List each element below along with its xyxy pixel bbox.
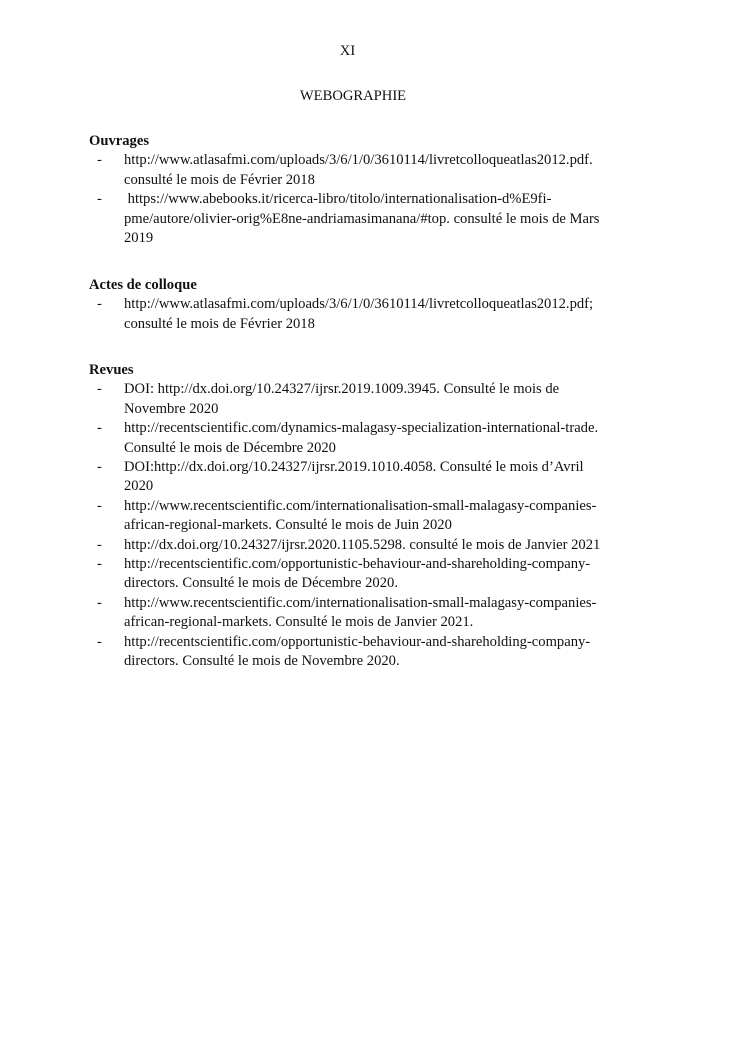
page-number: XI	[339, 43, 356, 59]
reference-item	[89, 151, 649, 190]
reference-item	[89, 458, 649, 497]
section-heading: Ouvrages	[89, 133, 149, 149]
reference-item	[89, 295, 649, 334]
section-actes-de-colloque	[89, 276, 649, 334]
reference-text-line: consulté le mois de Février 2018	[124, 171, 315, 188]
section-heading: Revues	[89, 362, 134, 378]
section-revues	[89, 361, 649, 671]
reference-text-line: http://www.recentscientific.com/internationalisation-small-malagasy-companies-	[124, 594, 597, 611]
reference-item	[89, 497, 649, 536]
reference-text-line: http://www.atlasafmi.com/uploads/3/6/1/0/3610114/livretcolloqueatlas2012.pdf;	[124, 296, 594, 313]
reference-text-line: http://dx.doi.org/10.24327/ijrsr.2020.1105.5298. consulté le mois de Janvier 2021	[124, 536, 601, 553]
reference-text-line: directors. Consulté le mois de Novembre 2020.	[124, 653, 400, 670]
list-bullet-dash: -	[97, 459, 102, 476]
list-bullet-dash: -	[97, 497, 102, 514]
list-bullet-dash: -	[97, 594, 102, 611]
reference-text-line: 2020	[124, 478, 154, 495]
section-heading: Actes de colloque	[89, 277, 197, 293]
reference-text-line: directors. Consulté le mois de Décembre 2020.	[124, 575, 398, 592]
list-bullet-dash: -	[97, 420, 102, 437]
page-title: WEBOGRAPHIE	[299, 88, 407, 104]
reference-text-line: http://recentscientific.com/opportunistic-behaviour-and-shareholding-company-	[124, 633, 591, 650]
list-bullet-dash: -	[97, 152, 102, 169]
list-bullet-dash: -	[97, 296, 102, 313]
reference-text-line: DOI: http://dx.doi.org/10.24327/ijrsr.2019.1009.3945. Consulté le mois de	[124, 381, 560, 398]
reference-text-line: consulté le mois de Février 2018	[124, 315, 315, 332]
reference-item	[89, 536, 649, 555]
reference-text-line: african-regional-markets. Consulté le mois de Janvier 2021.	[124, 614, 474, 631]
reference-text-line: 2019	[124, 230, 154, 247]
reference-text-line: DOI:http://dx.doi.org/10.24327/ijrsr.2019.1010.4058. Consulté le mois d’Avril	[124, 459, 584, 476]
reference-item	[89, 555, 649, 594]
list-bullet-dash: -	[97, 556, 102, 573]
reference-text-line: Novembre 2020	[124, 400, 219, 417]
reference-text-line: https://www.abebooks.it/ricerca-libro/titolo/internationalisation-d%E9fi-	[124, 191, 552, 208]
reference-item	[89, 380, 649, 419]
reference-text-line: Consulté le mois de Décembre 2020	[124, 439, 336, 456]
list-bullet-dash: -	[97, 381, 102, 398]
reference-item	[89, 594, 649, 633]
reference-text-line: http://recentscientific.com/opportunistic-behaviour-and-shareholding-company-	[124, 556, 591, 573]
list-bullet-dash: -	[97, 536, 102, 553]
reference-text-line: http://recentscientific.com/dynamics-malagasy-specialization-international-trade.	[124, 420, 599, 437]
reference-text-line: http://www.recentscientific.com/internationalisation-small-malagasy-companies-	[124, 497, 597, 514]
reference-text-line: african-regional-markets. Consulté le mois de Juin 2020	[124, 517, 452, 534]
section-ouvrages	[89, 132, 649, 248]
reference-item	[89, 419, 649, 458]
reference-item	[89, 190, 649, 248]
reference-text-line: pme/autore/olivier-orig%E8ne-andriamasimanana/#top. consulté le mois de Mars	[124, 210, 600, 227]
list-bullet-dash: -	[97, 191, 102, 208]
reference-item	[89, 633, 649, 672]
list-bullet-dash: -	[97, 633, 102, 650]
reference-text-line: http://www.atlasafmi.com/uploads/3/6/1/0/3610114/livretcolloqueatlas2012.pdf.	[124, 152, 593, 169]
